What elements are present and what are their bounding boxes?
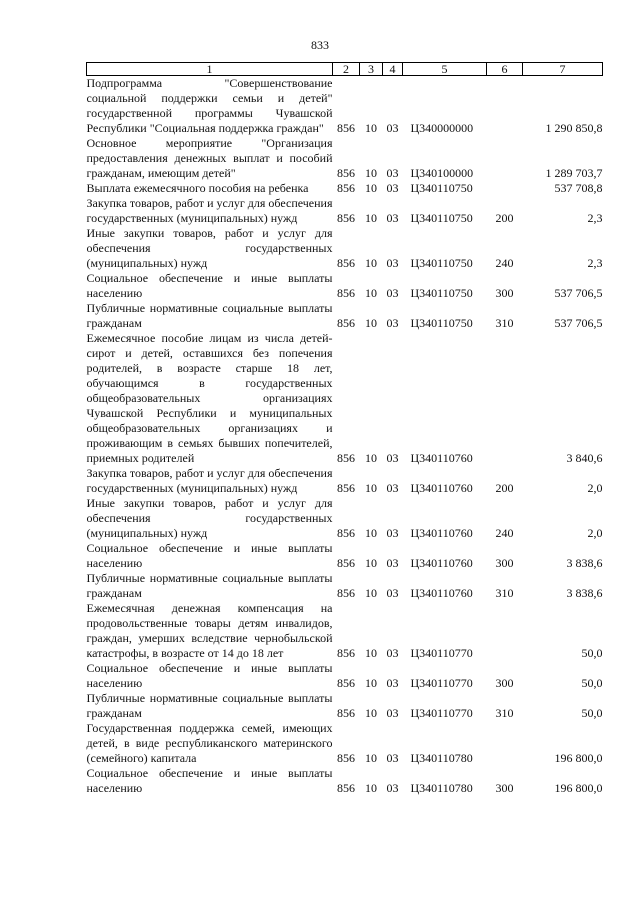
row-amount: 3 838,6: [566, 586, 603, 600]
row-amount: 2,3: [587, 211, 603, 225]
row-expense-type: [487, 331, 523, 466]
row-section-code: 10: [365, 286, 377, 300]
row-section-code: 10: [365, 451, 377, 465]
row-expense-type: 300: [495, 556, 514, 570]
row-subsection-code: 03: [386, 706, 399, 720]
column-number-row: [87, 63, 603, 76]
row-ministry-code: 856: [337, 481, 355, 495]
row-expense-type: 200: [495, 211, 514, 225]
table-row: [87, 196, 603, 226]
page-number: 833: [311, 38, 329, 52]
row-section-code: 10: [365, 481, 377, 495]
row-ministry-code: 856: [337, 676, 355, 690]
table-row: [87, 76, 603, 137]
row-expense-type: [487, 181, 523, 196]
row-amount: 50,0: [581, 676, 603, 690]
row-target-article: Ц340110770: [410, 676, 473, 690]
row-ministry-code: 856: [337, 166, 355, 180]
row-ministry-code: 856: [337, 121, 355, 135]
column-header: 5: [403, 63, 487, 76]
row-target-article: Ц340110750: [410, 256, 473, 270]
table-row: [87, 136, 603, 181]
row-expense-type: 240: [495, 526, 514, 540]
table-row: [87, 571, 603, 601]
row-subsection-code: 03: [386, 286, 399, 300]
row-description: Иные закупки товаров, работ и услуг для обеспечения государственных (муниципальных) нужд: [86, 496, 333, 540]
row-target-article: Ц340110760: [410, 451, 473, 465]
row-ministry-code: 856: [337, 586, 355, 600]
row-subsection-code: 03: [386, 211, 399, 225]
row-expense-type: 310: [495, 316, 514, 330]
table-row: [87, 181, 603, 196]
column-header: 1: [87, 63, 333, 76]
table-row: [87, 466, 603, 496]
row-description: Ежемесячное пособие лицам из числа детей-сирот и детей, оставшихся без попечения родителей, в возрасте старше 18 лет, обучающимся в государственных общеобразовательных организациях Чувашской Республики и муниципальных общеобразовательных организациях и проживающим в семьях бывших попечителей, приемных родителей: [86, 331, 333, 465]
row-expense-type: [487, 76, 523, 137]
row-target-article: Ц340110770: [410, 646, 473, 660]
row-ministry-code: 856: [337, 211, 355, 225]
row-subsection-code: 03: [386, 451, 399, 465]
row-section-code: 10: [365, 781, 377, 795]
row-ministry-code: 856: [337, 751, 355, 765]
row-ministry-code: 856: [337, 451, 355, 465]
budget-table: [86, 62, 603, 796]
row-amount: 3 838,6: [566, 556, 603, 570]
row-description: Иные закупки товаров, работ и услуг для обеспечения государственных (муниципальных) нужд: [86, 226, 333, 270]
row-amount: 2,0: [587, 526, 603, 540]
row-subsection-code: 03: [386, 556, 399, 570]
row-target-article: Ц340110750: [410, 211, 473, 225]
row-target-article: Ц340110760: [410, 586, 473, 600]
row-subsection-code: 03: [386, 256, 399, 270]
row-section-code: 10: [365, 166, 377, 180]
row-description: Публичные нормативные социальные выплаты гражданам: [86, 571, 333, 600]
row-section-code: 10: [365, 676, 377, 690]
row-subsection-code: 03: [386, 751, 399, 765]
row-amount: 50,0: [581, 706, 603, 720]
row-ministry-code: 856: [337, 706, 355, 720]
table-body: [87, 76, 603, 797]
row-target-article: Ц340110750: [410, 286, 473, 300]
row-description: Социальное обеспечение и иные выплаты населению: [86, 541, 333, 570]
row-amount: 2,3: [587, 256, 603, 270]
row-description: Основное мероприятие "Организация предоставления денежных выплат и пособий гражданам, имеющим детей": [86, 136, 333, 180]
row-target-article: Ц340110760: [410, 556, 473, 570]
row-expense-type: [487, 601, 523, 661]
table-row: [87, 691, 603, 721]
table-row: [87, 541, 603, 571]
row-target-article: Ц340110780: [410, 751, 473, 765]
row-expense-type: 240: [495, 256, 514, 270]
row-ministry-code: 856: [337, 286, 355, 300]
row-amount: 2,0: [587, 481, 603, 495]
row-target-article: Ц340110750: [410, 316, 473, 330]
row-section-code: 10: [365, 256, 377, 270]
row-description: Подпрограмма "Совершенствование социальной поддержки семьи и детей" государственной программы Чувашской Республики "Социальная поддержка граждан": [86, 76, 333, 135]
row-subsection-code: 03: [386, 781, 399, 795]
table-row: [87, 331, 603, 466]
row-description: Социальное обеспечение и иные выплаты населению: [86, 271, 333, 300]
row-ministry-code: 856: [337, 256, 355, 270]
table-row: [87, 721, 603, 766]
column-header: 3: [360, 63, 383, 76]
row-target-article: Ц340110780: [410, 781, 473, 795]
row-amount: 537 706,5: [554, 316, 603, 330]
table-header: [87, 63, 603, 76]
row-amount: 1 289 703,7: [545, 166, 603, 180]
row-subsection-code: 03: [386, 481, 399, 495]
row-description: Выплата ежемесячного пособия на ребенка: [86, 181, 309, 195]
row-expense-type: [487, 136, 523, 181]
row-expense-type: 310: [495, 706, 514, 720]
row-amount: 50,0: [581, 646, 603, 660]
row-subsection-code: 03: [386, 316, 399, 330]
row-target-article: Ц340100000: [410, 166, 474, 180]
row-ministry-code: 856: [337, 781, 355, 795]
row-section-code: 10: [365, 556, 377, 570]
row-amount: 196 800,0: [554, 751, 603, 765]
row-description: Ежемесячная денежная компенсация на продовольственные товары детям инвалидов, граждан, умерших вследствие чернобыльской катастрофы, в возрасте от 14 до 18 лет: [86, 601, 333, 660]
row-expense-type: 310: [495, 586, 514, 600]
row-amount: 196 800,0: [554, 781, 603, 795]
row-ministry-code: 856: [337, 556, 355, 570]
row-subsection-code: 03: [386, 166, 399, 180]
row-expense-type: 300: [495, 286, 514, 300]
row-expense-type: 200: [495, 481, 514, 495]
row-expense-type: 300: [495, 676, 514, 690]
column-header: 2: [333, 63, 360, 76]
row-section-code: 10: [365, 706, 377, 720]
row-ministry-code: 856: [337, 526, 355, 540]
row-amount: 1 290 850,8: [545, 121, 603, 135]
row-expense-type: [487, 721, 523, 766]
row-subsection-code: 03: [386, 586, 399, 600]
row-subsection-code: 03: [386, 121, 399, 135]
row-target-article: Ц340110760: [410, 526, 473, 540]
row-subsection-code: 03: [386, 676, 399, 690]
column-header: 6: [487, 63, 523, 76]
column-header: 4: [383, 63, 403, 76]
row-ministry-code: 856: [337, 646, 355, 660]
table-row: [87, 766, 603, 796]
row-section-code: 10: [365, 526, 377, 540]
row-section-code: 10: [365, 751, 377, 765]
row-section-code: 10: [365, 211, 377, 225]
row-ministry-code: 856: [337, 316, 355, 330]
row-description: Государственная поддержка семей, имеющих детей, в виде республиканского материнского (семейного) капитала: [86, 721, 333, 765]
row-description: Закупка товаров, работ и услуг для обеспечения государственных (муниципальных) нужд: [86, 466, 333, 495]
row-target-article: Ц340110750: [410, 181, 473, 195]
row-description: Социальное обеспечение и иные выплаты населению: [86, 766, 333, 795]
table-row: [87, 301, 603, 331]
row-subsection-code: 03: [386, 526, 399, 540]
row-amount: 537 706,5: [554, 286, 603, 300]
row-amount: 3 840,6: [566, 451, 603, 465]
row-section-code: 10: [365, 646, 377, 660]
row-section-code: 10: [365, 316, 377, 330]
row-description: Закупка товаров, работ и услуг для обеспечения государственных (муниципальных) нужд: [86, 196, 333, 225]
table-row: [87, 226, 603, 271]
row-subsection-code: 03: [386, 181, 399, 195]
table-row: [87, 496, 603, 541]
row-target-article: Ц340000000: [410, 121, 474, 135]
row-amount: 537 708,8: [554, 181, 603, 195]
row-description: Публичные нормативные социальные выплаты гражданам: [86, 301, 333, 330]
row-subsection-code: 03: [386, 646, 399, 660]
column-header: 7: [523, 63, 603, 76]
row-section-code: 10: [365, 121, 377, 135]
table-row: [87, 661, 603, 691]
row-section-code: 10: [365, 586, 377, 600]
row-target-article: Ц340110760: [410, 481, 473, 495]
row-target-article: Ц340110770: [410, 706, 473, 720]
row-section-code: 10: [365, 181, 377, 195]
row-description: Социальное обеспечение и иные выплаты населению: [86, 661, 333, 690]
row-description: Публичные нормативные социальные выплаты гражданам: [86, 691, 333, 720]
row-ministry-code: 856: [337, 181, 355, 195]
row-expense-type: 300: [495, 781, 514, 795]
table-row: [87, 271, 603, 301]
table-row: [87, 601, 603, 661]
